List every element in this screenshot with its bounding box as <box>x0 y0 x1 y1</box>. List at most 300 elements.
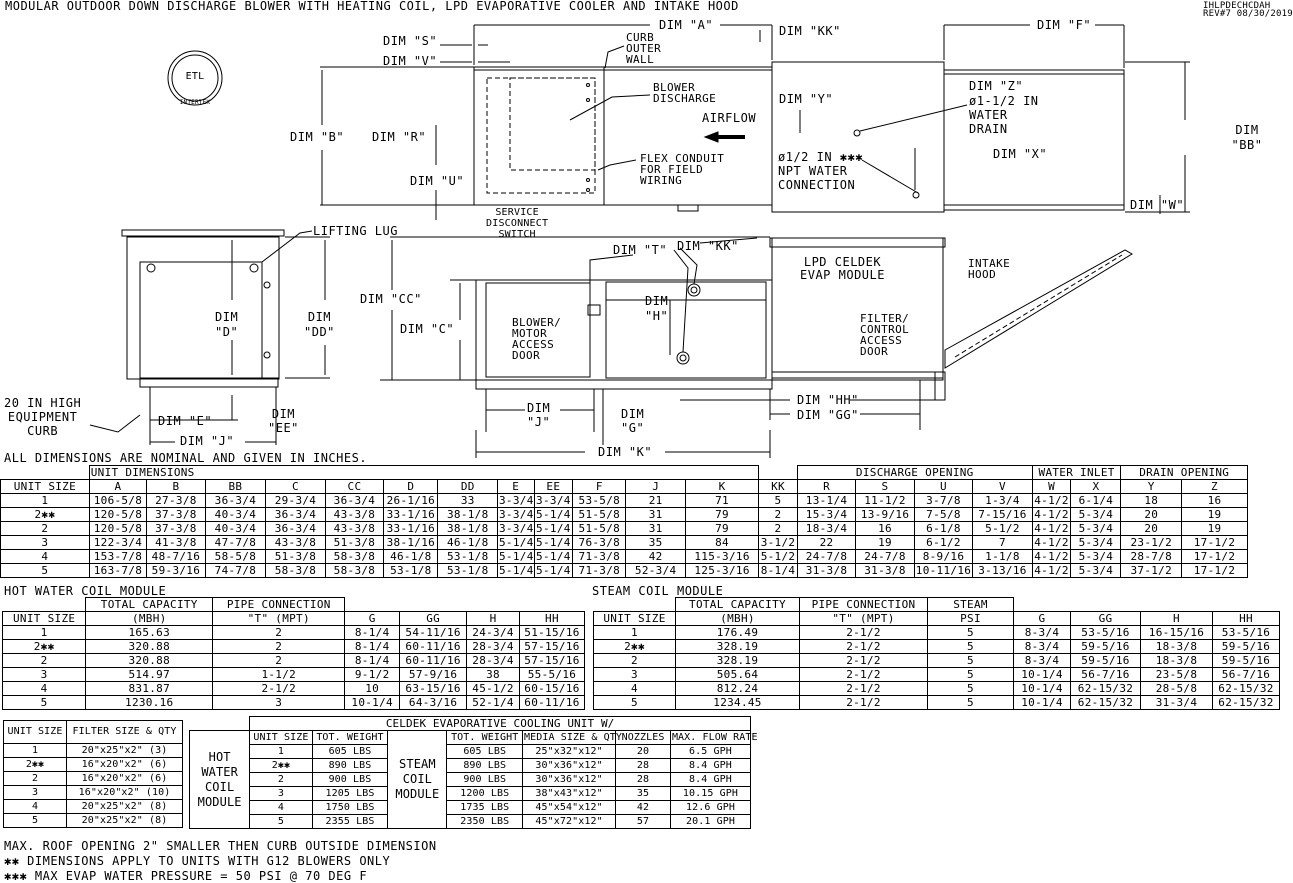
note-max-water-pressure: ✱✱✱ MAX EVAP WATER PRESSURE = 50 PSI @ 70 DEG F <box>4 869 368 883</box>
table-cell: 31-3/4 <box>1141 696 1213 710</box>
table-cell: 1-1/8 <box>973 550 1033 564</box>
column-header: G <box>345 612 400 626</box>
table-cell: 5-3/4 <box>1071 508 1121 522</box>
table-cell: 320.88 <box>86 654 213 668</box>
column-header: A <box>89 480 146 494</box>
table-cell: 57-15/16 <box>519 640 584 654</box>
unit-dimensions-table <box>0 465 1248 578</box>
column-group-header <box>594 598 676 612</box>
table-cell: 58-3/8 <box>325 564 383 578</box>
table-cell: 38-1/8 <box>438 522 498 536</box>
header-row <box>3 598 585 612</box>
nominal-note: ALL DIMENSIONS ARE NOMINAL AND GIVEN IN INCHES. <box>4 451 368 465</box>
left-side-view <box>127 237 279 379</box>
table-cell: 5-3/4 <box>1071 536 1121 550</box>
column-header: (MBH) <box>676 612 800 626</box>
table-cell: 5 <box>928 696 1014 710</box>
column-header: HH <box>519 612 584 626</box>
dim-bb-label: DIM "BB" <box>1231 123 1263 152</box>
lifting-lug-label: LIFTING LUG <box>313 224 398 238</box>
table-cell: 2-1/2 <box>800 654 928 668</box>
table-cell: 5 <box>928 654 1014 668</box>
etl-logo-subtext: INTERTEK <box>179 99 211 106</box>
table-cell: 51-5/8 <box>573 522 626 536</box>
table-cell: 30"x36"x12" <box>523 773 616 787</box>
column-header: UNIT SIZE <box>250 731 312 745</box>
column-header: MAX. FLOW RATE <box>671 731 758 743</box>
table-cell: 7 <box>973 536 1033 550</box>
table-cell: 320.88 <box>86 640 213 654</box>
table-cell: 53-1/8 <box>438 550 498 564</box>
table-cell: 5-3/4 <box>1071 564 1121 578</box>
table-cell: 57-15/16 <box>519 654 584 668</box>
table-cell: 74-7/8 <box>205 564 266 578</box>
table-cell: 5-3/4 <box>1071 522 1121 536</box>
table-cell: 56-7/16 <box>1071 668 1141 682</box>
table-cell: 23-1/2 <box>1121 536 1182 550</box>
table-cell: 15-3/4 <box>797 508 855 522</box>
table-cell: 10.15 GPH <box>670 787 750 801</box>
column-header: GG <box>1071 612 1141 626</box>
table-cell: 5-1/4 <box>536 549 571 563</box>
dim-j-mid-label: DIM "J" <box>527 401 551 429</box>
table-row <box>1 550 1248 564</box>
table-cell: 35 <box>626 536 686 550</box>
column-header: J <box>626 480 686 494</box>
table-cell: 28-3/4 <box>467 640 520 654</box>
table-cell: 5 <box>928 682 1014 696</box>
column-group-header: STEAM <box>928 598 1014 612</box>
table-cell: 3-1/2 <box>760 535 796 549</box>
header-row <box>190 731 751 745</box>
table-row <box>190 815 751 829</box>
column-group-header <box>1213 598 1280 612</box>
table-cell: 11-1/2 <box>856 494 914 508</box>
table-cell: 16"x20"x2" (6) <box>67 772 183 786</box>
table-cell: 4 <box>594 682 676 696</box>
table-cell: 8-3/4 <box>1014 626 1071 640</box>
table-cell: 18 <box>1121 494 1182 508</box>
table-cell: 2-1/2 <box>800 696 928 710</box>
page-title: MODULAR OUTDOOR DOWN DISCHARGE BLOWER WITH HEATING COIL, LPD EVAPORATIVE COOLER AND INTAKE HOOD <box>5 0 739 13</box>
table-cell: 20"x25"x2" (8) <box>67 800 183 814</box>
table-cell: 30"x36"x12" <box>523 759 616 773</box>
table-cell: 5-1/2 <box>760 549 796 563</box>
table-cell: 4-1/2 <box>1034 563 1069 577</box>
lpd-module-label: LPD CELDEK EVAP MODULE <box>800 255 885 282</box>
table-cell: 64-3/16 <box>400 696 467 710</box>
table-cell: 59-3/16 <box>147 564 205 578</box>
table-cell: 3 <box>1 536 90 550</box>
blower-access-label: BLOWER/ MOTOR ACCESS DOOR <box>512 316 562 362</box>
table-cell: 18-3/8 <box>1141 640 1213 654</box>
table-cell: 51-3/8 <box>266 550 326 564</box>
column-header: UNIT SIZE <box>4 721 67 744</box>
table-cell: 5-1/4 <box>536 521 571 535</box>
table-cell: 53-5/8 <box>573 494 626 508</box>
table-cell: 1 <box>594 626 676 640</box>
table-cell: 3-3/4 <box>499 507 534 521</box>
table-cell: 2 <box>759 508 798 522</box>
table-cell: 2 <box>594 654 676 668</box>
table-cell: 2350 LBS <box>447 815 523 829</box>
dim-kk-mid-label: DIM "KK" <box>677 239 739 253</box>
table-cell: 2 <box>759 522 798 536</box>
column-group-header <box>519 598 584 612</box>
table-cell: 45-1/2 <box>467 682 520 696</box>
table-cell: 43-3/8 <box>325 522 383 536</box>
table-cell: 71-3/8 <box>573 550 626 564</box>
table-cell: 18-3/4 <box>797 522 855 536</box>
table-cell: 29-3/4 <box>266 494 326 508</box>
table-cell: 55-5/16 <box>519 668 584 682</box>
table-cell: 6.5 GPH <box>670 745 750 759</box>
table-cell: 20 <box>1121 522 1182 536</box>
column-header: S <box>856 480 914 494</box>
column-header: EE <box>534 480 573 494</box>
table-cell: 2-1/2 <box>800 640 928 654</box>
table-row <box>4 758 183 772</box>
table-cell: 23-5/8 <box>1141 668 1213 682</box>
dim-z-label: DIM "Z" <box>969 79 1024 93</box>
flex-conduit-label: FLEX CONDUIT FOR FIELD WIRING <box>640 152 725 187</box>
dim-hh-label: DIM "HH" <box>797 393 859 407</box>
table-cell: 115-3/16 <box>685 550 758 564</box>
table-row <box>3 696 585 710</box>
table-cell: 5 <box>928 668 1014 682</box>
table-cell: 5-1/4 <box>499 563 534 577</box>
table-cell: 890 LBS <box>312 759 388 773</box>
column-group-header <box>1071 598 1141 612</box>
table-cell: 3-7/8 <box>914 494 972 508</box>
dim-g-label: DIM "G" <box>621 407 645 435</box>
dim-k-label: DIM "K" <box>598 445 653 459</box>
table-cell: 2 <box>4 772 67 786</box>
column-header: Z <box>1182 480 1248 494</box>
table-cell: 24-3/4 <box>467 626 520 640</box>
column-header: TOT. WEIGHT <box>312 731 388 745</box>
table-cell: 38-1/16 <box>384 536 438 550</box>
curb-outer-wall-label: CURB OUTER WALL <box>626 31 662 66</box>
table-cell: 45"x72"x12" <box>523 815 616 829</box>
table-cell: 42 <box>626 550 686 564</box>
column-header: HH <box>1213 612 1280 626</box>
table-cell: 8-9/16 <box>914 550 972 564</box>
column-header: DD <box>438 480 498 494</box>
column-group-header: PIPE CONNECTION <box>213 598 345 612</box>
dim-h-label: DIM "H" <box>645 294 669 323</box>
table-cell: 176.49 <box>676 626 800 640</box>
table-row <box>594 668 1280 682</box>
header-row <box>3 612 585 626</box>
table-cell: 36-3/4 <box>325 494 383 508</box>
table-cell: 13-1/4 <box>797 494 855 508</box>
celdek-table <box>189 716 758 829</box>
table-cell: 28 <box>616 773 671 787</box>
table-cell: 10-11/16 <box>915 563 972 577</box>
table-cell: 328.19 <box>676 654 800 668</box>
table-cell: 42 <box>616 801 671 815</box>
table-cell: 84 <box>685 536 758 550</box>
table-cell: 1735 LBS <box>447 801 523 815</box>
table-cell: 5 <box>1 564 90 578</box>
table-cell: 51-15/16 <box>519 626 584 640</box>
table-cell: 16"x20"x2" (6) <box>67 758 183 772</box>
column-header: V <box>973 480 1033 494</box>
filter-size-table <box>3 720 183 828</box>
table-cell: 47-7/8 <box>205 536 266 550</box>
table-cell: 2 <box>213 654 345 668</box>
steam-coil-title: STEAM COIL MODULE <box>592 584 724 598</box>
table-cell: 36-3/4 <box>266 522 326 536</box>
table-row <box>594 696 1280 710</box>
dim-j-left-label: DIM "J" <box>180 434 235 448</box>
table-cell: 1230.16 <box>86 696 213 710</box>
dim-c-label: DIM "C" <box>400 322 455 336</box>
column-header: UNIT SIZE <box>1 480 90 494</box>
table-cell: 36-3/4 <box>205 494 266 508</box>
table-cell: 20"x25"x2" (3) <box>67 744 183 758</box>
table-cell: 25"x32"x12" <box>523 745 616 759</box>
table-cell: 2✱✱ <box>3 640 86 654</box>
table-cell: 3-13/16 <box>973 564 1033 578</box>
dim-d-label: DIM "D" <box>215 310 239 339</box>
celdek-title: CELDEK EVAPORATIVE COOLING UNIT W/ <box>250 717 751 731</box>
column-group-header <box>345 598 400 612</box>
dim-r-label: DIM "R" <box>372 130 427 144</box>
table-cell: 2-1/2 <box>213 682 345 696</box>
column-group-header: TOTAL CAPACITY <box>676 598 800 612</box>
column-header: K <box>685 480 758 494</box>
column-header: Y <box>1121 480 1182 494</box>
table-cell: 8.4 GPH <box>670 759 750 773</box>
dim-u-label: DIM "U" <box>410 174 465 188</box>
table-cell: 17-1/2 <box>1182 536 1248 550</box>
table-cell: 20 <box>1121 508 1182 522</box>
table-cell: 17-1/2 <box>1182 564 1248 578</box>
table-cell: 36-3/4 <box>266 508 326 522</box>
table-cell: 4 <box>1 550 90 564</box>
table-cell: 28-3/4 <box>467 654 520 668</box>
table-cell: 163-7/8 <box>89 564 146 578</box>
table-cell: 43-3/8 <box>325 508 383 522</box>
table-cell: 153-7/8 <box>89 550 146 564</box>
column-header: TOT. WEIGHT <box>447 731 523 745</box>
table-row <box>4 800 183 814</box>
table-row <box>594 640 1280 654</box>
table-cell: 9-1/2 <box>345 668 400 682</box>
column-header: E <box>498 480 535 494</box>
table-cell: 59-5/16 <box>1213 654 1280 668</box>
doc-code: IHLPDECHCDAH <box>1203 1 1271 11</box>
header-row <box>4 721 183 744</box>
table-cell: 3-3/4 <box>499 493 534 507</box>
table-cell: 71-3/8 <box>573 564 626 578</box>
dim-x-label: DIM "X" <box>993 147 1048 161</box>
table-cell: 5-3/4 <box>1071 550 1121 564</box>
table-cell: 21 <box>626 494 686 508</box>
table-row <box>3 682 585 696</box>
dim-cc-label: DIM "CC" <box>360 292 422 306</box>
table-row <box>594 626 1280 640</box>
table-cell: 3-3/4 <box>499 521 534 535</box>
dim-b-label: DIM "B" <box>290 130 345 144</box>
dim-v-label: DIM "V" <box>383 54 438 68</box>
table-cell: 79 <box>685 522 758 536</box>
header-row <box>594 598 1280 612</box>
table-cell: 60-11/16 <box>519 696 584 710</box>
table-cell: 71 <box>685 494 758 508</box>
table-cell: 8-1/4 <box>345 654 400 668</box>
table-cell: 106-5/8 <box>89 494 146 508</box>
table-cell: 2 <box>1 522 90 536</box>
table-cell: 26-1/16 <box>384 494 438 508</box>
column-header: "T" (MPT) <box>213 612 345 626</box>
table-row <box>1 536 1248 550</box>
column-header: NOZZLES <box>616 731 671 745</box>
table-cell: 20 <box>616 745 671 759</box>
table-cell: 17-1/2 <box>1182 550 1248 564</box>
table-cell: 38 <box>467 668 520 682</box>
table-cell: 2-1/2 <box>800 626 928 640</box>
table-cell: 3 <box>3 668 86 682</box>
table-cell: 59-5/16 <box>1213 640 1280 654</box>
table-cell: 59-5/16 <box>1071 640 1141 654</box>
table-cell: 54-11/16 <box>400 626 467 640</box>
column-header: B <box>147 480 205 494</box>
table-cell: 5 <box>928 640 1014 654</box>
intake-hood-label: INTAKE HOOD <box>968 257 1011 281</box>
table-cell: 12.6 GPH <box>670 801 750 815</box>
column-header: H <box>467 612 520 626</box>
table-cell: 19 <box>1182 522 1248 536</box>
npt-water-label: ø1/2 IN ✱✱✱ NPT WATER CONNECTION <box>778 150 863 192</box>
table-cell: 60-11/16 <box>400 640 467 654</box>
table-cell: 10 <box>345 682 400 696</box>
column-header: UNIT SIZE <box>3 612 86 626</box>
table-row <box>190 773 751 787</box>
table-cell: 1-3/4 <box>973 494 1033 508</box>
table-cell: 37-3/8 <box>147 508 205 522</box>
column-header: (MBH) <box>86 612 213 626</box>
header-row <box>594 612 1280 626</box>
table-cell: 8-3/4 <box>1014 654 1071 668</box>
etl-logo-text: ETL <box>185 71 205 82</box>
group-drain-opening: DRAIN OPENING <box>1121 466 1248 480</box>
table-cell: 53-1/8 <box>438 564 498 578</box>
table-cell: 5-1/4 <box>536 507 571 521</box>
table-cell: 52-3/4 <box>626 564 686 578</box>
column-header: D <box>384 480 438 494</box>
table-cell: 31 <box>626 522 686 536</box>
table-cell: 28-7/8 <box>1121 550 1182 564</box>
table-cell: 4-1/2 <box>1034 549 1069 563</box>
table-cell: 18-3/8 <box>1141 654 1213 668</box>
group-water-inlet: WATER INLET <box>1032 466 1121 480</box>
table-cell: 4-1/2 <box>1034 493 1069 507</box>
water-drain-label: ø1-1/2 IN WATER DRAIN <box>969 94 1039 136</box>
table-row <box>1 508 1248 522</box>
table-cell: 22 <box>797 536 855 550</box>
table-row <box>4 772 183 786</box>
table-cell: 4-1/2 <box>1034 535 1069 549</box>
table-cell: 1-1/2 <box>213 668 345 682</box>
table-cell: 13-9/16 <box>856 508 914 522</box>
table-cell: 33 <box>438 494 498 508</box>
table-cell: 900 LBS <box>312 773 388 787</box>
table-cell: 28 <box>616 759 671 773</box>
dim-e-label: DIM "E" <box>158 414 213 428</box>
table-cell: 62-15/32 <box>1071 696 1141 710</box>
column-group-header <box>467 598 520 612</box>
steam-coil-table <box>593 597 1280 710</box>
table-cell: 33-1/16 <box>384 508 438 522</box>
table-cell: 5-1/4 <box>499 535 534 549</box>
table-cell: 6-1/8 <box>914 522 972 536</box>
dim-w-label: DIM "W" <box>1130 198 1185 212</box>
table-cell: 514.97 <box>86 668 213 682</box>
table-row <box>190 745 751 759</box>
column-header: CC <box>325 480 383 494</box>
table-cell: 59-5/16 <box>1071 654 1141 668</box>
table-cell: 2-1/2 <box>800 682 928 696</box>
table-cell: 890 LBS <box>447 759 523 773</box>
table-cell: 900 LBS <box>447 773 523 787</box>
table-cell: 3 <box>594 668 676 682</box>
table-row <box>1 564 1248 578</box>
table-cell: 328.19 <box>676 640 800 654</box>
column-header: X <box>1071 480 1121 494</box>
table-cell: 28-5/8 <box>1141 682 1213 696</box>
dim-a-label: DIM "A" <box>659 18 714 32</box>
table-cell: 2✱✱ <box>250 759 312 773</box>
table-cell: 5-1/2 <box>973 522 1033 536</box>
table-cell: 58-5/8 <box>205 550 266 564</box>
table-cell: 2355 LBS <box>312 815 388 829</box>
airflow-label: AIRFLOW <box>702 111 757 125</box>
column-group-header: TOTAL CAPACITY <box>86 598 213 612</box>
column-group-header <box>1141 598 1213 612</box>
steam-coil-module-label: STEAM COIL MODULE <box>388 731 447 829</box>
table-cell: 8-1/4 <box>760 563 796 577</box>
table-cell: 33-1/16 <box>384 522 438 536</box>
table-cell: 5 <box>4 814 67 828</box>
table-row <box>4 786 183 800</box>
table-cell: 1200 LBS <box>447 787 523 801</box>
table-cell: 120-5/8 <box>89 508 146 522</box>
column-group-header <box>400 598 467 612</box>
table-row <box>1 494 1248 508</box>
table-cell: 53-5/16 <box>1071 626 1141 640</box>
table-cell: 1 <box>4 744 67 758</box>
table-row <box>3 626 585 640</box>
table-row <box>4 814 183 828</box>
table-cell: 605 LBS <box>447 745 523 759</box>
table-row <box>3 640 585 654</box>
table-cell: 16 <box>1182 494 1248 508</box>
table-cell: 7-5/8 <box>914 508 972 522</box>
table-cell: 8-1/4 <box>345 626 400 640</box>
table-cell: 5-1/4 <box>536 535 571 549</box>
table-cell: 5 <box>594 696 676 710</box>
table-cell: 53-1/8 <box>384 564 438 578</box>
table-cell: 16-15/16 <box>1141 626 1213 640</box>
table-cell: 40-3/4 <box>205 522 266 536</box>
table-cell: 4 <box>4 800 67 814</box>
table-cell: 2✱✱ <box>1 508 90 522</box>
table-cell: 125-3/16 <box>685 564 758 578</box>
table-cell: 41-3/8 <box>147 536 205 550</box>
